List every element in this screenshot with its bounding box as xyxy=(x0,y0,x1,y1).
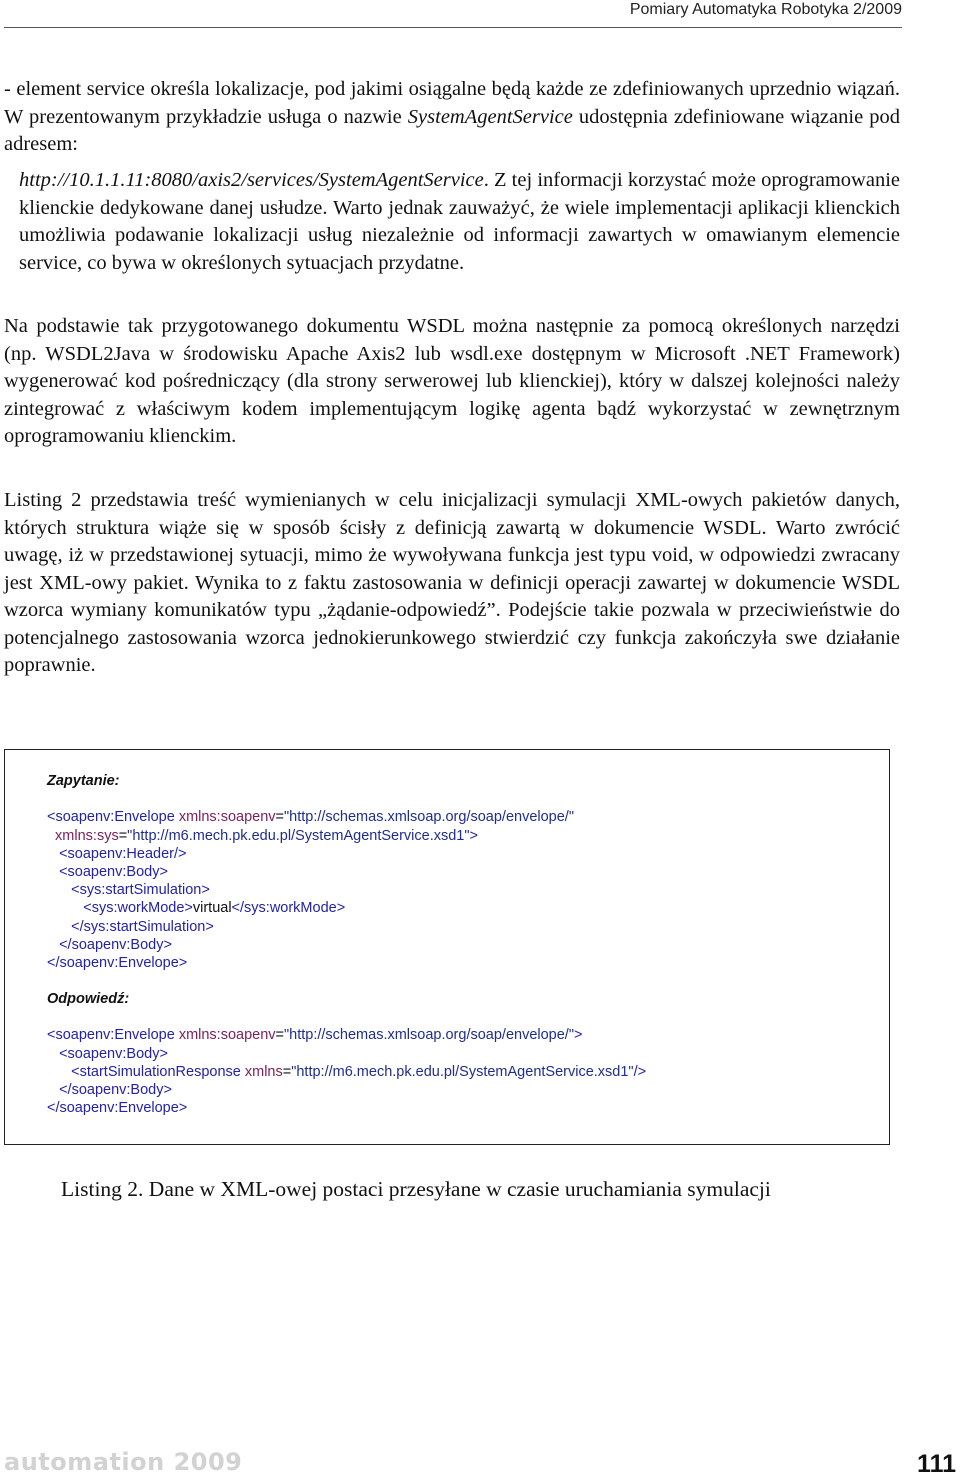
paragraph-listing-description: Listing 2 przedstawia treść wymienianych w celu inicjalizacji symulacji XML-owych pakietów danych, których struktura wiąże się w sposób ścisły z definicją zawartą w dokumencie WSDL. Warto zwrócić uwagę, iż w przedstawionej sytuacji, mimo że wywoływana funkcja jest typu void, w odpowiedzi zwracany jest XML-owy pakiet. Wynika to z faktu zastosowania w definicji operacji zawartej w dokumencie WSDL wzorca wymiany komunikatów typu „żądanie-odpowiedź”. Podejście takie pozwala w przeciwieństwie do potencjalnego zastosowania wzorca jednokierunkowego stwierdzić czy funkcja zakończyła swe działanie poprawnie. xyxy=(4,489,900,676)
code-eq: = xyxy=(118,827,128,844)
code-attr: xmlns:soapenv xyxy=(178,1027,276,1044)
code-line: <soapenv:Envelope xyxy=(47,809,179,826)
code-attr: xmlns:sys xyxy=(47,827,119,844)
code-close: > xyxy=(469,827,478,844)
listing-caption: Listing 2. Dane w XML-owej postaci przesyłane w czasie uruchamiania symulacji xyxy=(61,1177,771,1201)
listing-code-response xyxy=(47,990,646,1117)
code-line: </soapenv:Body> xyxy=(47,936,172,953)
code-eq: = xyxy=(275,809,284,826)
footer-brand: automation 2009 xyxy=(4,1448,243,1476)
listing-code-request xyxy=(47,772,574,972)
code-value: "http://m6.mech.pk.edu.pl/SystemAgentService.xsd1" xyxy=(127,827,470,844)
paragraph-wsdl-tools: Na podstawie tak przygotowanego dokumentu WSDL można następnie za pomocą określonych narzędzi (np. WSDL2Java w środowisku Apache Axis2 lub wsdl.exe dostępnym w Microsoft .NET Framework) wygenerować kod pośredniczący (dla strony serwerowej lub klienckiej), który w dalszej kolejności należy zintegrować z właściwym kodem implementującym logikę agenta bądź wykorzystać w zewnętrznym oprogramowaniu klienckim. xyxy=(4,315,900,447)
code-line: </soapenv:Envelope> xyxy=(47,955,188,972)
code-eq: = xyxy=(282,1063,292,1080)
running-title: Pomiary Automatyka Robotyka 2/2009 xyxy=(629,1,902,18)
code-attr: xmlns xyxy=(244,1063,283,1080)
code-line: <soapenv:Body> xyxy=(47,864,168,881)
paragraph-service-address xyxy=(19,167,900,277)
code-line: <soapenv:Header/> xyxy=(47,845,187,862)
code-value: "http://schemas.xmlsoap.org/soap/envelope/" xyxy=(284,1027,574,1044)
code-value: "http://m6.mech.pk.edu.pl/SystemAgentService.xsd1" xyxy=(291,1063,634,1080)
page-number: 111 xyxy=(917,1450,956,1478)
code-eq: = xyxy=(275,1027,284,1044)
code-line: <sys:startSimulation> xyxy=(47,882,210,899)
service-url: http://10.1.1.11:8080/axis2/services/SystemAgentService xyxy=(19,169,484,191)
code-line: </soapenv:Body> xyxy=(47,1082,172,1099)
response-label: Odpowiedź: xyxy=(47,991,130,1007)
code-line: <soapenv:Envelope xyxy=(47,1027,179,1044)
paragraph-service-text: - element service określa lokalizacje, pod jakimi osiągalne będą każde ze zdefiniowanych uprzednio wiązań. W prezentowanym przykładzie usługa o nazwie xyxy=(4,78,900,128)
code-line: <soapenv:Body> xyxy=(47,1045,168,1062)
code-value: "http://schemas.xmlsoap.org/soap/envelope/" xyxy=(284,809,574,826)
code-close: /> xyxy=(633,1063,647,1080)
code-close: > xyxy=(573,1027,583,1044)
header-divider xyxy=(4,27,902,28)
code-text-value: virtual xyxy=(192,900,232,917)
paragraph-address-text: . Z tej informacji korzystać może oprogramowanie klienckie dedykowane danej usłudze. Warto jednak zauważyć, że wiele implementacji aplikacji klienckich umożliwia podawanie lokalizacji usług niezależnie od informacji zawartych w omawianym elemencie service, co bywa w określonych sytuacjach przydatne. xyxy=(19,169,900,274)
code-line: </soapenv:Envelope> xyxy=(47,1100,188,1117)
service-name: SystemAgentService xyxy=(407,105,573,128)
paragraph-service-element xyxy=(4,76,900,159)
code-line: </sys:workMode> xyxy=(231,900,346,917)
code-line: </sys:startSimulation> xyxy=(47,918,214,935)
code-line: <sys:workMode> xyxy=(47,900,193,917)
code-attr: xmlns:soapenv xyxy=(178,809,276,826)
paragraph-service-tail: udostępnia zdefiniowane wiązanie pod adresem: xyxy=(4,105,900,155)
request-label: Zapytanie: xyxy=(47,773,120,789)
code-line: <startSimulationResponse xyxy=(47,1063,245,1080)
